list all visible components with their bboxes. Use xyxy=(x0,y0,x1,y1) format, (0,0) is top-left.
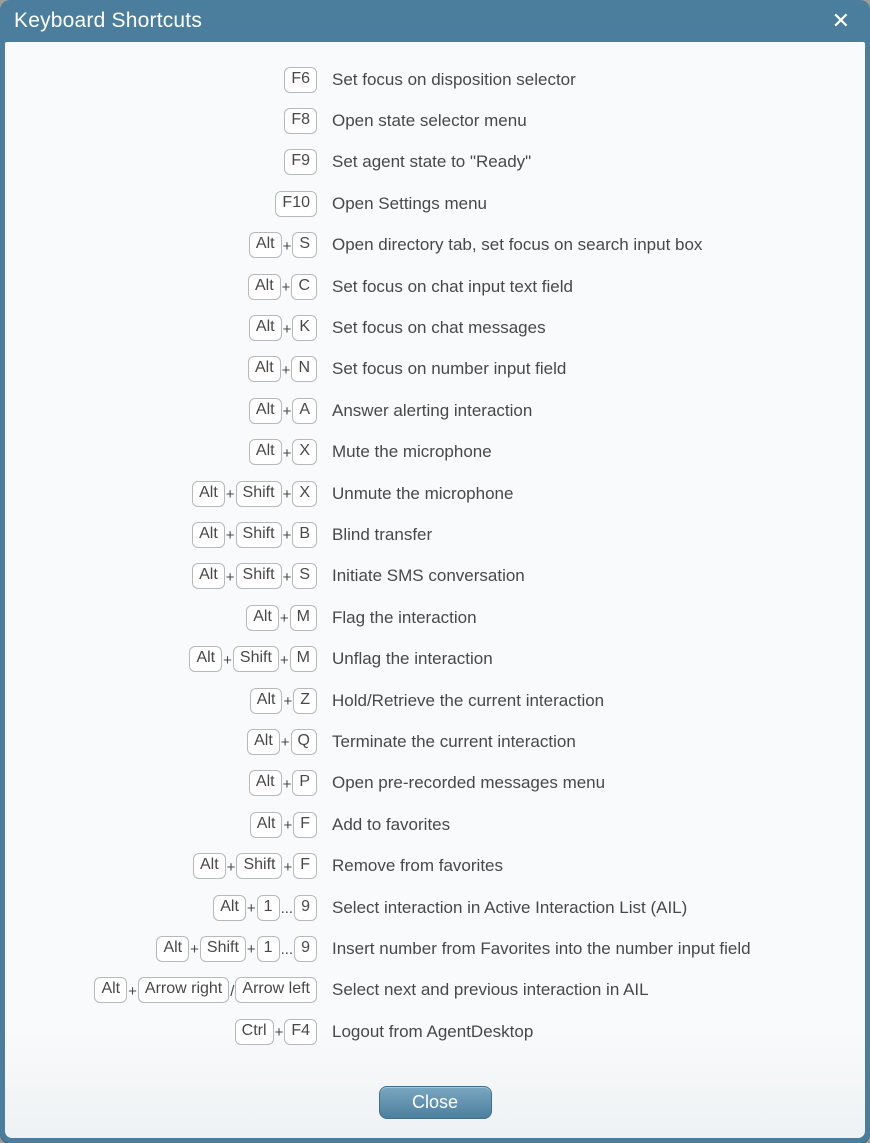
shortcut-keys xyxy=(5,274,317,300)
key-separator: + xyxy=(282,568,292,586)
key-separator: + xyxy=(282,403,292,421)
key-separator: + xyxy=(279,651,289,669)
shortcut-keys xyxy=(5,563,317,589)
shortcut-description: Logout from AgentDesktop xyxy=(332,1021,534,1041)
keycap: Shift xyxy=(233,646,279,672)
keycap: Alt xyxy=(250,688,283,714)
keycap: K xyxy=(292,315,317,341)
shortcut-description: Set focus on number input field xyxy=(332,359,567,379)
shortcut-row xyxy=(5,970,865,1011)
shortcut-description: Select interaction in Active Interaction List (AIL) xyxy=(332,897,688,917)
keycap: Alt xyxy=(250,812,283,838)
key-separator: + xyxy=(226,858,236,876)
shortcut-description: Open pre-recorded messages menu xyxy=(332,773,606,793)
key-separator: + xyxy=(128,982,137,1000)
keycap: Alt xyxy=(246,605,279,631)
shortcut-keys xyxy=(5,356,317,382)
key-separator: + xyxy=(280,734,290,752)
shortcut-row xyxy=(5,349,865,390)
shortcut-keys xyxy=(5,977,317,1003)
shortcut-description: Flag the interaction xyxy=(332,607,477,627)
key-separator: ... xyxy=(280,900,294,917)
shortcut-row xyxy=(5,514,865,555)
shortcut-keys xyxy=(5,895,317,921)
key-separator: + xyxy=(282,237,292,255)
button-bar xyxy=(5,1086,865,1119)
key-separator: + xyxy=(282,775,292,793)
shortcut-row xyxy=(5,887,865,928)
keycap: M xyxy=(290,646,317,672)
keycap: Alt xyxy=(192,481,225,507)
shortcut-row xyxy=(5,266,865,307)
dialog-title: Keyboard Shortcuts xyxy=(14,9,203,32)
keycap: S xyxy=(292,563,317,589)
shortcut-keys xyxy=(5,232,317,258)
keycap: Z xyxy=(293,688,317,714)
shortcut-row xyxy=(5,721,865,762)
key-separator: / xyxy=(230,982,235,1000)
key-separator: + xyxy=(283,693,293,711)
shortcut-keys xyxy=(5,812,317,838)
key-separator: ... xyxy=(280,941,294,959)
keycap: Alt xyxy=(249,232,282,258)
key-separator: + xyxy=(283,817,293,835)
shortcut-row xyxy=(5,556,865,597)
shortcut-description: Insert number from Favorites into the number input field xyxy=(332,938,751,958)
keycap: Arrow right xyxy=(138,977,229,1003)
shortcut-keys xyxy=(5,108,317,134)
keycap: Alt xyxy=(193,853,226,879)
keycap: Arrow left xyxy=(235,977,317,1003)
shortcut-keys xyxy=(5,481,317,507)
close-icon[interactable]: ✕ xyxy=(831,8,850,33)
keycap: Alt xyxy=(213,895,246,921)
shortcut-row xyxy=(5,804,865,845)
keycap: Alt xyxy=(247,729,280,755)
shortcut-keys xyxy=(5,605,317,631)
shortcut-row xyxy=(5,307,865,348)
keycap: F4 xyxy=(284,1019,317,1045)
key-separator: + xyxy=(281,361,291,379)
key-separator: + xyxy=(225,568,235,586)
keycap: Q xyxy=(291,729,317,755)
shortcut-description: Set focus on chat input text field xyxy=(332,276,573,296)
shortcut-row xyxy=(5,390,865,431)
shortcut-row xyxy=(5,473,865,514)
key-separator: + xyxy=(282,486,292,504)
shortcut-keys xyxy=(5,936,317,962)
shortcut-description: Add to favorites xyxy=(332,814,451,834)
keycap: N xyxy=(291,356,317,382)
shortcut-row xyxy=(5,597,865,638)
shortcut-row xyxy=(5,142,865,183)
shortcut-description: Hold/Retrieve the current interaction xyxy=(332,690,605,710)
shortcut-row xyxy=(5,225,865,266)
keycap: F9 xyxy=(284,149,317,175)
keycap: Shift xyxy=(236,481,282,507)
shortcut-row xyxy=(5,1011,865,1052)
shortcut-description: Open state selector menu xyxy=(332,111,527,131)
shortcut-description: Initiate SMS conversation xyxy=(332,566,525,586)
keycap: Shift xyxy=(236,563,282,589)
shortcut-keys xyxy=(5,853,317,879)
shortcut-row xyxy=(5,845,865,886)
shortcut-keys xyxy=(5,315,317,341)
keycap: C xyxy=(291,274,317,300)
shortcut-description: Set focus on chat messages xyxy=(332,318,546,338)
keycap: A xyxy=(292,398,317,424)
keycap: Alt xyxy=(156,936,189,962)
keycap: M xyxy=(290,605,317,631)
key-separator: + xyxy=(223,651,232,669)
key-separator: + xyxy=(225,527,235,545)
close-button[interactable]: Close xyxy=(379,1086,492,1119)
shortcut-keys xyxy=(5,67,317,93)
key-separator: + xyxy=(190,941,199,959)
shortcut-keys xyxy=(5,398,317,424)
shortcut-row xyxy=(5,928,865,969)
key-separator: + xyxy=(283,858,293,876)
keycap: X xyxy=(292,481,317,507)
keycap: F10 xyxy=(275,191,317,217)
shortcut-keys xyxy=(5,149,317,175)
keycap: F8 xyxy=(284,108,317,134)
keycap: Alt xyxy=(249,398,282,424)
shortcut-keys xyxy=(5,688,317,714)
shortcut-row xyxy=(5,638,865,679)
keycap: Alt xyxy=(192,522,225,548)
keycap: Ctrl xyxy=(235,1019,274,1045)
shortcut-keys xyxy=(5,191,317,217)
keycap: Shift xyxy=(236,853,282,879)
keycap: B xyxy=(292,522,317,548)
key-separator: + xyxy=(282,320,292,338)
shortcut-keys xyxy=(5,729,317,755)
shortcut-keys xyxy=(5,770,317,796)
keycap: Alt xyxy=(192,563,225,589)
key-separator: + xyxy=(246,941,256,959)
shortcut-keys xyxy=(5,439,317,465)
keycap: 9 xyxy=(294,936,317,962)
keycap: F6 xyxy=(284,67,317,93)
shortcut-description: Unmute the microphone xyxy=(332,483,514,503)
key-separator: + xyxy=(282,527,292,545)
keycap: 1 xyxy=(257,895,280,921)
keycap: Alt xyxy=(94,977,127,1003)
shortcut-description: Select next and previous interaction in AIL xyxy=(332,980,649,1000)
keycap: 1 xyxy=(257,936,280,962)
key-separator: + xyxy=(225,486,235,504)
key-separator: + xyxy=(279,610,289,628)
keycap: Shift xyxy=(200,936,246,962)
shortcut-description: Open Settings menu xyxy=(332,193,487,213)
keycap: Alt xyxy=(248,274,281,300)
keycap: Shift xyxy=(236,522,282,548)
shortcut-keys xyxy=(5,522,317,548)
shortcut-description: Remove from favorites xyxy=(332,856,503,876)
shortcut-row xyxy=(5,59,865,100)
shortcut-row xyxy=(5,432,865,473)
shortcut-description: Set agent state to "Ready" xyxy=(332,152,532,172)
keycap: X xyxy=(292,439,317,465)
shortcut-row xyxy=(5,680,865,721)
keycap: Alt xyxy=(249,439,282,465)
shortcut-description: Set focus on disposition selector xyxy=(332,69,576,89)
shortcut-description: Mute the microphone xyxy=(332,442,492,462)
shortcut-description: Answer alerting interaction xyxy=(332,400,533,420)
shortcut-description: Blind transfer xyxy=(332,524,433,544)
keycap: P xyxy=(292,770,317,796)
keycap: F xyxy=(293,853,317,879)
shortcut-description: Unflag the interaction xyxy=(332,649,493,669)
dialog-header xyxy=(5,0,865,42)
key-separator: + xyxy=(282,444,292,462)
keycap: Alt xyxy=(249,315,282,341)
shortcut-row xyxy=(5,183,865,224)
keycap: Alt xyxy=(189,646,222,672)
key-separator: + xyxy=(246,900,256,917)
shortcut-list xyxy=(5,59,865,1052)
shortcut-row xyxy=(5,763,865,804)
keycap: S xyxy=(292,232,317,258)
keycap: 9 xyxy=(294,895,317,921)
shortcut-keys xyxy=(5,1019,317,1045)
keycap: Alt xyxy=(249,770,282,796)
key-separator: + xyxy=(274,1024,284,1042)
shortcut-description: Open directory tab, set focus on search input box xyxy=(332,235,703,255)
shortcut-keys xyxy=(5,646,317,672)
key-separator: + xyxy=(281,279,291,297)
keycap: F xyxy=(293,812,317,838)
shortcut-row xyxy=(5,100,865,141)
keycap: Alt xyxy=(248,356,281,382)
dialog-body xyxy=(5,42,865,1138)
shortcut-description: Terminate the current interaction xyxy=(332,731,576,751)
